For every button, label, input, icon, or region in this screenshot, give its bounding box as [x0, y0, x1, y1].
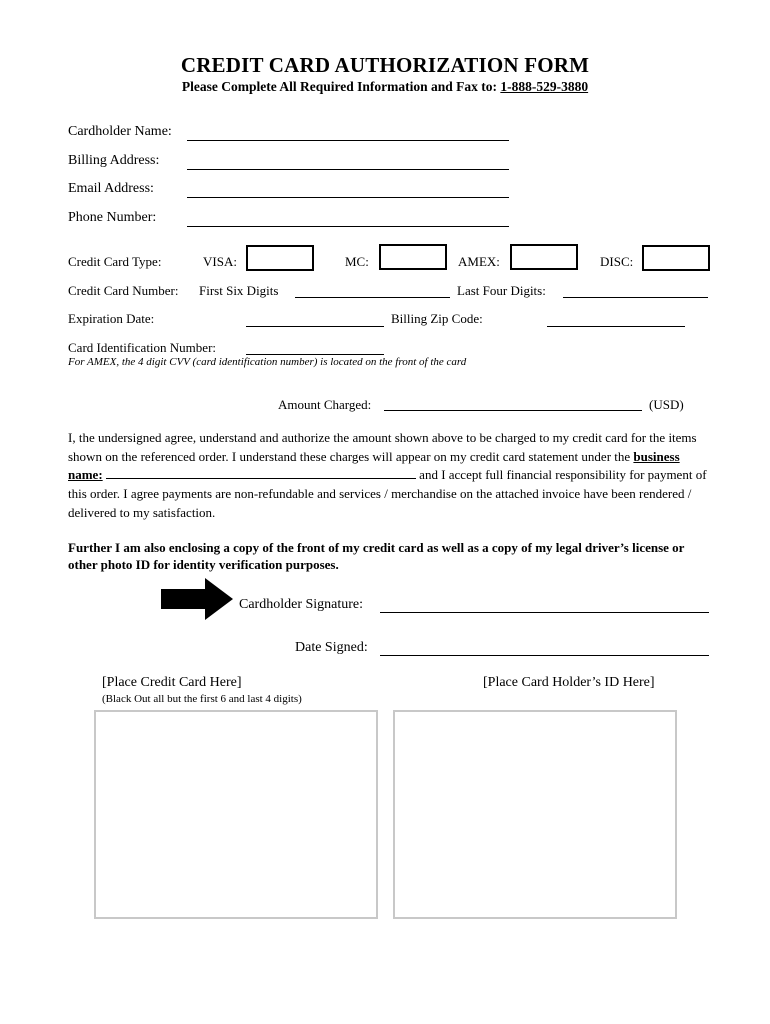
billing-zip-field[interactable] [547, 326, 685, 327]
disc-checkbox[interactable] [642, 245, 710, 271]
card-type-label: Credit Card Type: [68, 254, 162, 269]
place-id-label: [Place Card Holder’s ID Here] [483, 675, 655, 690]
id-placement-box [393, 710, 677, 919]
business-name-field[interactable] [106, 466, 416, 479]
first-six-label: First Six Digits [199, 283, 279, 298]
place-card-label: [Place Credit Card Here] [102, 675, 242, 690]
agreement-text-2: and I accept full financial responsibility for payment of this order. I agree payments are non-refundable and services / merchandise on the attached invoice have been rendered / delivered to my satisfaction. [68, 467, 707, 520]
amex-label: AMEX: [458, 254, 500, 269]
email-address-field[interactable] [187, 197, 509, 198]
place-card-note: (Black Out all but the first 6 and last 4 digits) [102, 693, 302, 705]
page-title: CREDIT CARD AUTHORIZATION FORM [180, 53, 590, 77]
expiration-date-field[interactable] [246, 326, 384, 327]
cardholder-name-field[interactable] [187, 140, 509, 141]
first-six-digits-field[interactable] [295, 297, 450, 298]
cardholder-signature-label: Cardholder Signature: [239, 597, 364, 612]
email-address-label: Email Address: [68, 181, 154, 196]
date-signed-field[interactable] [380, 655, 709, 656]
billing-zip-label: Billing Zip Code: [391, 311, 483, 326]
billing-address-label: Billing Address: [68, 153, 160, 168]
last-four-digits-field[interactable] [563, 297, 708, 298]
fax-number: 1-888-529-3880 [500, 79, 589, 94]
last-four-label: Last Four Digits: [457, 283, 546, 298]
enclosure-paragraph: Further I am also enclosing a copy of the front of my credit card as well as a copy of my legal driver’s license or other photo ID for identity verification purposes. [68, 540, 685, 572]
agreement-text-1: I, the undersigned agree, understand and authorize the amount shown above to be charged to my credit card for the items shown on the referenced order. I understand these charges will appear on my credit card statement under the [68, 430, 697, 464]
date-signed-label: Date Signed: [295, 640, 368, 655]
amount-charged-label: Amount Charged: [278, 397, 372, 412]
billing-address-field[interactable] [187, 169, 509, 170]
visa-label: VISA: [203, 254, 237, 269]
credit-card-placement-box [94, 710, 378, 919]
disc-label: DISC: [600, 254, 634, 269]
card-number-label: Credit Card Number: [68, 283, 179, 298]
mc-label: MC: [345, 254, 369, 269]
cardholder-name-label: Cardholder Name: [68, 124, 172, 139]
phone-number-field[interactable] [187, 226, 509, 227]
card-id-field[interactable] [246, 354, 384, 355]
business-name-label: business name: [68, 448, 680, 483]
card-id-label: Card Identification Number: [68, 340, 217, 355]
mc-checkbox[interactable] [379, 244, 447, 270]
expiration-date-label: Expiration Date: [68, 311, 155, 326]
currency-label: (USD) [649, 397, 684, 412]
visa-checkbox[interactable] [246, 245, 314, 271]
right-arrow-icon [161, 578, 233, 620]
amex-cvv-note: For AMEX, the 4 digit CVV (card identification number) is located on the front of the card [68, 356, 467, 368]
page-subtitle [0, 79, 770, 95]
amount-charged-field[interactable] [384, 410, 642, 411]
cardholder-signature-field[interactable] [380, 612, 709, 613]
amex-checkbox[interactable] [510, 244, 578, 270]
agreement-paragraph [68, 429, 708, 523]
subtitle-text: Please Complete All Required Information and Fax to: [181, 79, 501, 94]
phone-number-label: Phone Number: [68, 210, 157, 225]
